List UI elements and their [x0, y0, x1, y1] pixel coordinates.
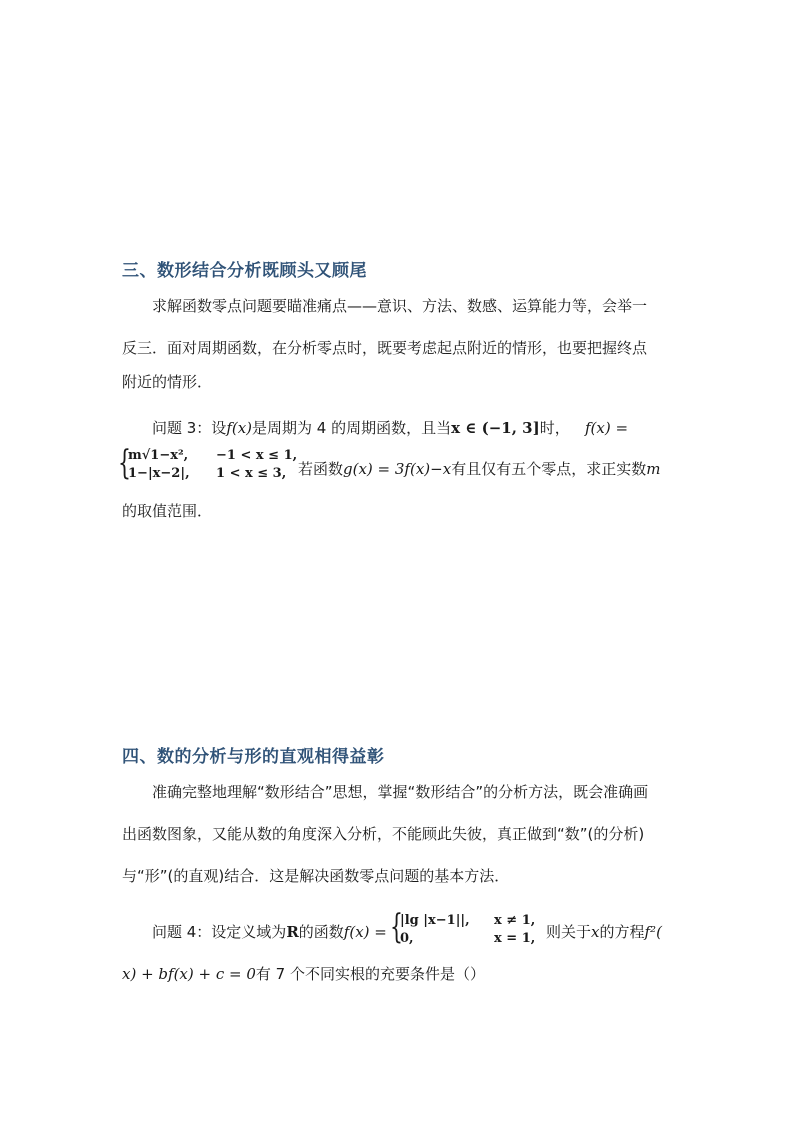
problem-3-line-2 — [298, 459, 660, 479]
problem-4-line-2 — [122, 964, 485, 984]
problem-3-prefix: 问题 3：设 — [152, 419, 227, 437]
problem-3-domain: x ∈ (−1, 3] — [451, 419, 540, 437]
problem-3-line-3: 的取值范围． — [122, 502, 213, 520]
problem-4-case-1-expr: |lg |x−1||, — [400, 913, 470, 928]
problem-4-equation: x) + bf(x) + c = 0 — [122, 965, 256, 983]
section-4-heading: 四、数的分析与形的直观相得益彰 — [122, 747, 385, 767]
section-3-para-line-2: 反三．面对周期函数，在分析零点时，既要考虑起点附近的情形，也要把握终点 — [122, 339, 648, 357]
section-4-para-line-1: 准确完整地理解“数形结合”思想，掌握“数形结合”的分析方法，既会准确画 — [152, 783, 649, 801]
problem-4-text-d: 的方程 — [599, 923, 645, 941]
section-3-para-line-3: 附近的情形． — [122, 373, 213, 391]
problem-3-case-2-expr: 1−|x−2|, — [128, 466, 190, 481]
left-brace-icon: { — [118, 443, 131, 483]
problem-4-case-1-cond: x ≠ 1, — [494, 913, 536, 928]
problem-3-case-1-expr: m√1−x², — [128, 448, 189, 463]
problem-3-text-d: 若函数 — [298, 460, 344, 478]
problem-4-R: R — [286, 923, 299, 941]
problem-4-line-1 — [152, 922, 387, 942]
problem-3-case-1-cond: −1 < x ≤ 1, — [216, 448, 298, 463]
problem-3-gx: g(x) = 3f(x)−x — [343, 460, 452, 478]
problem-4-text-c: 则关于 — [546, 923, 592, 941]
problem-3-text-c: 时， — [539, 419, 570, 437]
left-brace-icon: { — [390, 907, 403, 947]
problem-3-fx: f(x) — [226, 419, 253, 437]
problem-4-case-2-cond: x = 1, — [494, 931, 536, 946]
problem-3-case-2-cond: 1 < x ≤ 3, — [216, 466, 287, 481]
problem-4-case-2-expr: 0, — [400, 931, 414, 946]
problem-3-fx-equals: f(x) = — [585, 419, 629, 437]
problem-4-prefix: 问题 4：设定义域为 — [152, 923, 287, 941]
problem-4-text-b: 的函数 — [298, 923, 344, 941]
section-3-para-line-1: 求解函数零点问题要瞄准痛点——意识、方法、数感、运算能力等，会举一 — [152, 297, 648, 315]
problem-3-m: m — [646, 460, 661, 478]
problem-4-x: x — [591, 923, 600, 941]
problem-4-line-1-tail — [546, 922, 662, 942]
problem-3-line-1 — [152, 418, 570, 438]
section-4-para-line-3: 与“形”(的直观)结合．这是解决函数零点问题的基本方法． — [122, 867, 510, 885]
problem-3-text-b: 是周期为 4 的周期函数，且当 — [252, 419, 452, 437]
problem-3-text-e: 有且仅有五个零点，求正实数 — [451, 460, 647, 478]
problem-4-text-e: 有 7 个不同实根的充要条件是（） — [255, 965, 485, 983]
section-3-heading: 三、数形结合分析既顾头又顾尾 — [122, 261, 367, 281]
problem-4-fx-equals: f(x) = — [343, 923, 387, 941]
section-4-para-line-2: 出函数图象，又能从数的角度深入分析，不能顾此失彼，真正做到“数”(的分析) — [122, 825, 645, 843]
problem-4-f-squared: f²( — [644, 923, 662, 941]
